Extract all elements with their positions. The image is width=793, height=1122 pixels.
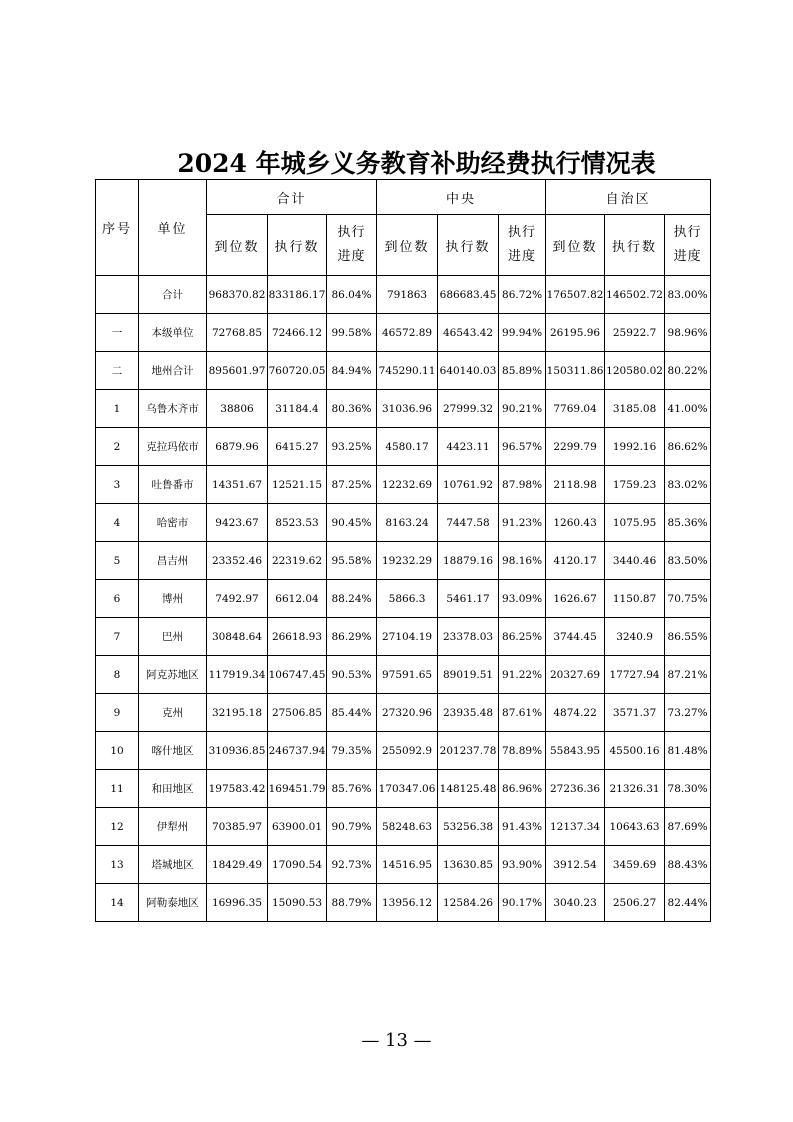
table-row <box>96 770 711 808</box>
total-progress-cell: 93.25% <box>327 428 377 466</box>
region-executed-cell: 10643.63 <box>605 808 665 846</box>
central-executed-cell: 53256.38 <box>438 808 499 846</box>
central-executed-cell: 23935.48 <box>438 694 499 732</box>
total-progress-cell: 90.53% <box>327 656 377 694</box>
central-arrived-cell: 4580.17 <box>377 428 438 466</box>
total-executed-cell: 6415.27 <box>268 428 327 466</box>
seq-cell: 10 <box>96 732 139 770</box>
header-group-region: 自治区 <box>546 180 711 215</box>
header-total-arrived: 到位数 <box>207 215 268 276</box>
total-executed-cell: 833186.17 <box>268 276 327 314</box>
table-row <box>96 428 711 466</box>
central-executed-cell: 27999.32 <box>438 390 499 428</box>
total-arrived-cell: 895601.97 <box>207 352 268 390</box>
central-arrived-cell: 745290.11 <box>377 352 438 390</box>
region-progress-cell: 86.55% <box>665 618 711 656</box>
region-progress-cell: 80.22% <box>665 352 711 390</box>
region-arrived-cell: 176507.82 <box>546 276 605 314</box>
unit-cell: 塔城地区 <box>139 846 207 884</box>
central-progress-cell: 93.09% <box>499 580 546 618</box>
total-arrived-cell: 9423.67 <box>207 504 268 542</box>
seq-cell: 二 <box>96 352 139 390</box>
unit-cell: 地州合计 <box>139 352 207 390</box>
region-executed-cell: 1992.16 <box>605 428 665 466</box>
region-arrived-cell: 2118.98 <box>546 466 605 504</box>
header-total-executed: 执行数 <box>268 215 327 276</box>
total-progress-cell: 79.35% <box>327 732 377 770</box>
table-row <box>96 504 711 542</box>
central-arrived-cell: 58248.63 <box>377 808 438 846</box>
unit-cell: 阿勒泰地区 <box>139 884 207 922</box>
total-progress-cell: 85.76% <box>327 770 377 808</box>
central-executed-cell: 4423.11 <box>438 428 499 466</box>
unit-cell: 合计 <box>139 276 207 314</box>
central-arrived-cell: 14516.95 <box>377 846 438 884</box>
central-progress-cell: 90.21% <box>499 390 546 428</box>
table-row <box>96 656 711 694</box>
header-region-arrived: 到位数 <box>546 215 605 276</box>
seq-cell: 7 <box>96 618 139 656</box>
table-row <box>96 314 711 352</box>
central-executed-cell: 640140.03 <box>438 352 499 390</box>
total-arrived-cell: 23352.46 <box>207 542 268 580</box>
central-executed-cell: 686683.45 <box>438 276 499 314</box>
total-arrived-cell: 310936.85 <box>207 732 268 770</box>
total-arrived-cell: 14351.67 <box>207 466 268 504</box>
region-executed-cell: 3185.08 <box>605 390 665 428</box>
header-group-central: 中央 <box>377 180 546 215</box>
central-arrived-cell: 13956.12 <box>377 884 438 922</box>
central-arrived-cell: 46572.89 <box>377 314 438 352</box>
total-executed-cell: 17090.54 <box>268 846 327 884</box>
total-progress-cell: 87.25% <box>327 466 377 504</box>
region-arrived-cell: 27236.36 <box>546 770 605 808</box>
region-arrived-cell: 3912.54 <box>546 846 605 884</box>
central-arrived-cell: 8163.24 <box>377 504 438 542</box>
total-executed-cell: 31184.4 <box>268 390 327 428</box>
table-row <box>96 390 711 428</box>
total-executed-cell: 8523.53 <box>268 504 327 542</box>
central-executed-cell: 18879.16 <box>438 542 499 580</box>
central-executed-cell: 148125.48 <box>438 770 499 808</box>
central-progress-cell: 96.57% <box>499 428 546 466</box>
table-row <box>96 542 711 580</box>
total-progress-cell: 88.79% <box>327 884 377 922</box>
region-executed-cell: 45500.16 <box>605 732 665 770</box>
total-arrived-cell: 6879.96 <box>207 428 268 466</box>
total-executed-cell: 106747.45 <box>268 656 327 694</box>
total-arrived-cell: 32195.18 <box>207 694 268 732</box>
total-executed-cell: 22319.62 <box>268 542 327 580</box>
header-row-1 <box>96 180 711 215</box>
region-progress-cell: 85.36% <box>665 504 711 542</box>
total-progress-cell: 84.94% <box>327 352 377 390</box>
seq-cell: 2 <box>96 428 139 466</box>
central-executed-cell: 5461.17 <box>438 580 499 618</box>
total-arrived-cell: 70385.97 <box>207 808 268 846</box>
unit-cell: 喀什地区 <box>139 732 207 770</box>
table-body <box>96 276 711 922</box>
central-progress-cell: 98.16% <box>499 542 546 580</box>
central-executed-cell: 10761.92 <box>438 466 499 504</box>
total-executed-cell: 6612.04 <box>268 580 327 618</box>
central-arrived-cell: 27104.19 <box>377 618 438 656</box>
region-executed-cell: 3459.69 <box>605 846 665 884</box>
central-progress-cell: 86.72% <box>499 276 546 314</box>
unit-cell: 克拉玛依市 <box>139 428 207 466</box>
central-executed-cell: 13630.85 <box>438 846 499 884</box>
seq-cell: 13 <box>96 846 139 884</box>
header-region-progress: 执行进度 <box>665 215 711 276</box>
central-progress-cell: 91.22% <box>499 656 546 694</box>
central-arrived-cell: 19232.29 <box>377 542 438 580</box>
unit-cell: 本级单位 <box>139 314 207 352</box>
unit-cell: 博州 <box>139 580 207 618</box>
seq-cell: 5 <box>96 542 139 580</box>
central-executed-cell: 89019.51 <box>438 656 499 694</box>
region-progress-cell: 70.75% <box>665 580 711 618</box>
region-arrived-cell: 4874.22 <box>546 694 605 732</box>
total-executed-cell: 246737.94 <box>268 732 327 770</box>
central-progress-cell: 99.94% <box>499 314 546 352</box>
total-progress-cell: 90.79% <box>327 808 377 846</box>
unit-cell: 伊犁州 <box>139 808 207 846</box>
table-row <box>96 466 711 504</box>
header-central-arrived: 到位数 <box>377 215 438 276</box>
seq-cell: 12 <box>96 808 139 846</box>
total-arrived-cell: 968370.82 <box>207 276 268 314</box>
total-executed-cell: 15090.53 <box>268 884 327 922</box>
region-progress-cell: 41.00% <box>665 390 711 428</box>
central-executed-cell: 46543.42 <box>438 314 499 352</box>
table-row <box>96 276 711 314</box>
total-arrived-cell: 18429.49 <box>207 846 268 884</box>
total-progress-cell: 90.45% <box>327 504 377 542</box>
central-arrived-cell: 170347.06 <box>377 770 438 808</box>
central-progress-cell: 90.17% <box>499 884 546 922</box>
region-arrived-cell: 20327.69 <box>546 656 605 694</box>
central-arrived-cell: 97591.65 <box>377 656 438 694</box>
seq-cell: 4 <box>96 504 139 542</box>
total-arrived-cell: 7492.97 <box>207 580 268 618</box>
central-arrived-cell: 255092.9 <box>377 732 438 770</box>
header-region-executed: 执行数 <box>605 215 665 276</box>
total-executed-cell: 12521.15 <box>268 466 327 504</box>
header-total-progress: 执行进度 <box>327 215 377 276</box>
total-arrived-cell: 38806 <box>207 390 268 428</box>
central-arrived-cell: 27320.96 <box>377 694 438 732</box>
total-arrived-cell: 72768.85 <box>207 314 268 352</box>
total-arrived-cell: 30848.64 <box>207 618 268 656</box>
table-row <box>96 846 711 884</box>
total-progress-cell: 86.04% <box>327 276 377 314</box>
central-progress-cell: 78.89% <box>499 732 546 770</box>
total-progress-cell: 92.73% <box>327 846 377 884</box>
central-progress-cell: 85.89% <box>499 352 546 390</box>
page-title: 2024 年城乡义务教育补助经费执行情况表 <box>177 149 656 178</box>
central-arrived-cell: 12232.69 <box>377 466 438 504</box>
region-progress-cell: 86.62% <box>665 428 711 466</box>
region-progress-cell: 81.48% <box>665 732 711 770</box>
unit-cell: 昌吉州 <box>139 542 207 580</box>
seq-cell: 9 <box>96 694 139 732</box>
region-executed-cell: 120580.02 <box>605 352 665 390</box>
region-arrived-cell: 12137.34 <box>546 808 605 846</box>
region-arrived-cell: 55843.95 <box>546 732 605 770</box>
seq-cell: 6 <box>96 580 139 618</box>
region-executed-cell: 17727.94 <box>605 656 665 694</box>
central-arrived-cell: 5866.3 <box>377 580 438 618</box>
seq-cell <box>96 276 139 314</box>
region-executed-cell: 1759.23 <box>605 466 665 504</box>
seq-cell: 14 <box>96 884 139 922</box>
table-row <box>96 580 711 618</box>
total-arrived-cell: 16996.35 <box>207 884 268 922</box>
table-row <box>96 618 711 656</box>
region-executed-cell: 21326.31 <box>605 770 665 808</box>
region-arrived-cell: 3744.45 <box>546 618 605 656</box>
central-progress-cell: 91.23% <box>499 504 546 542</box>
central-progress-cell: 86.96% <box>499 770 546 808</box>
total-progress-cell: 95.58% <box>327 542 377 580</box>
region-progress-cell: 78.30% <box>665 770 711 808</box>
table-row <box>96 352 711 390</box>
total-arrived-cell: 197583.42 <box>207 770 268 808</box>
unit-cell: 吐鲁番市 <box>139 466 207 504</box>
unit-cell: 阿克苏地区 <box>139 656 207 694</box>
central-progress-cell: 87.61% <box>499 694 546 732</box>
total-executed-cell: 72466.12 <box>268 314 327 352</box>
region-progress-cell: 87.21% <box>665 656 711 694</box>
header-group-total: 合计 <box>207 180 377 215</box>
unit-cell: 哈密市 <box>139 504 207 542</box>
central-progress-cell: 91.43% <box>499 808 546 846</box>
region-executed-cell: 146502.72 <box>605 276 665 314</box>
central-progress-cell: 93.90% <box>499 846 546 884</box>
region-progress-cell: 83.50% <box>665 542 711 580</box>
central-arrived-cell: 791863 <box>377 276 438 314</box>
region-progress-cell: 83.00% <box>665 276 711 314</box>
region-progress-cell: 98.96% <box>665 314 711 352</box>
seq-cell: 1 <box>96 390 139 428</box>
region-executed-cell: 2506.27 <box>605 884 665 922</box>
execution-table <box>95 179 711 922</box>
region-arrived-cell: 3040.23 <box>546 884 605 922</box>
central-progress-cell: 86.25% <box>499 618 546 656</box>
region-arrived-cell: 4120.17 <box>546 542 605 580</box>
total-executed-cell: 760720.05 <box>268 352 327 390</box>
total-progress-cell: 80.36% <box>327 390 377 428</box>
region-executed-cell: 3240.9 <box>605 618 665 656</box>
region-arrived-cell: 26195.96 <box>546 314 605 352</box>
region-progress-cell: 83.02% <box>665 466 711 504</box>
region-executed-cell: 1150.87 <box>605 580 665 618</box>
total-executed-cell: 63900.01 <box>268 808 327 846</box>
region-executed-cell: 25922.7 <box>605 314 665 352</box>
central-executed-cell: 7447.58 <box>438 504 499 542</box>
unit-cell: 克州 <box>139 694 207 732</box>
table-row <box>96 884 711 922</box>
region-arrived-cell: 1260.43 <box>546 504 605 542</box>
header-central-executed: 执行数 <box>438 215 499 276</box>
seq-cell: 一 <box>96 314 139 352</box>
region-arrived-cell: 7769.04 <box>546 390 605 428</box>
region-executed-cell: 3440.46 <box>605 542 665 580</box>
total-arrived-cell: 117919.34 <box>207 656 268 694</box>
total-executed-cell: 169451.79 <box>268 770 327 808</box>
region-progress-cell: 87.69% <box>665 808 711 846</box>
unit-cell: 和田地区 <box>139 770 207 808</box>
seq-cell: 8 <box>96 656 139 694</box>
unit-cell: 巴州 <box>139 618 207 656</box>
central-progress-cell: 87.98% <box>499 466 546 504</box>
total-executed-cell: 26618.93 <box>268 618 327 656</box>
table-row <box>96 808 711 846</box>
total-progress-cell: 85.44% <box>327 694 377 732</box>
total-progress-cell: 99.58% <box>327 314 377 352</box>
region-progress-cell: 82.44% <box>665 884 711 922</box>
page-number: — 13 — <box>361 1030 432 1051</box>
region-executed-cell: 1075.95 <box>605 504 665 542</box>
total-progress-cell: 88.24% <box>327 580 377 618</box>
central-executed-cell: 201237.78 <box>438 732 499 770</box>
table-row <box>96 732 711 770</box>
region-progress-cell: 73.27% <box>665 694 711 732</box>
total-executed-cell: 27506.85 <box>268 694 327 732</box>
header-seq: 序号 <box>96 180 139 276</box>
header-unit: 单位 <box>139 180 207 276</box>
region-progress-cell: 88.43% <box>665 846 711 884</box>
region-executed-cell: 3571.37 <box>605 694 665 732</box>
table-row <box>96 694 711 732</box>
region-arrived-cell: 2299.79 <box>546 428 605 466</box>
seq-cell: 11 <box>96 770 139 808</box>
unit-cell: 乌鲁木齐市 <box>139 390 207 428</box>
central-executed-cell: 12584.26 <box>438 884 499 922</box>
region-arrived-cell: 150311.86 <box>546 352 605 390</box>
seq-cell: 3 <box>96 466 139 504</box>
central-executed-cell: 23378.03 <box>438 618 499 656</box>
total-progress-cell: 86.29% <box>327 618 377 656</box>
region-arrived-cell: 1626.67 <box>546 580 605 618</box>
central-arrived-cell: 31036.96 <box>377 390 438 428</box>
header-central-progress: 执行进度 <box>499 215 546 276</box>
